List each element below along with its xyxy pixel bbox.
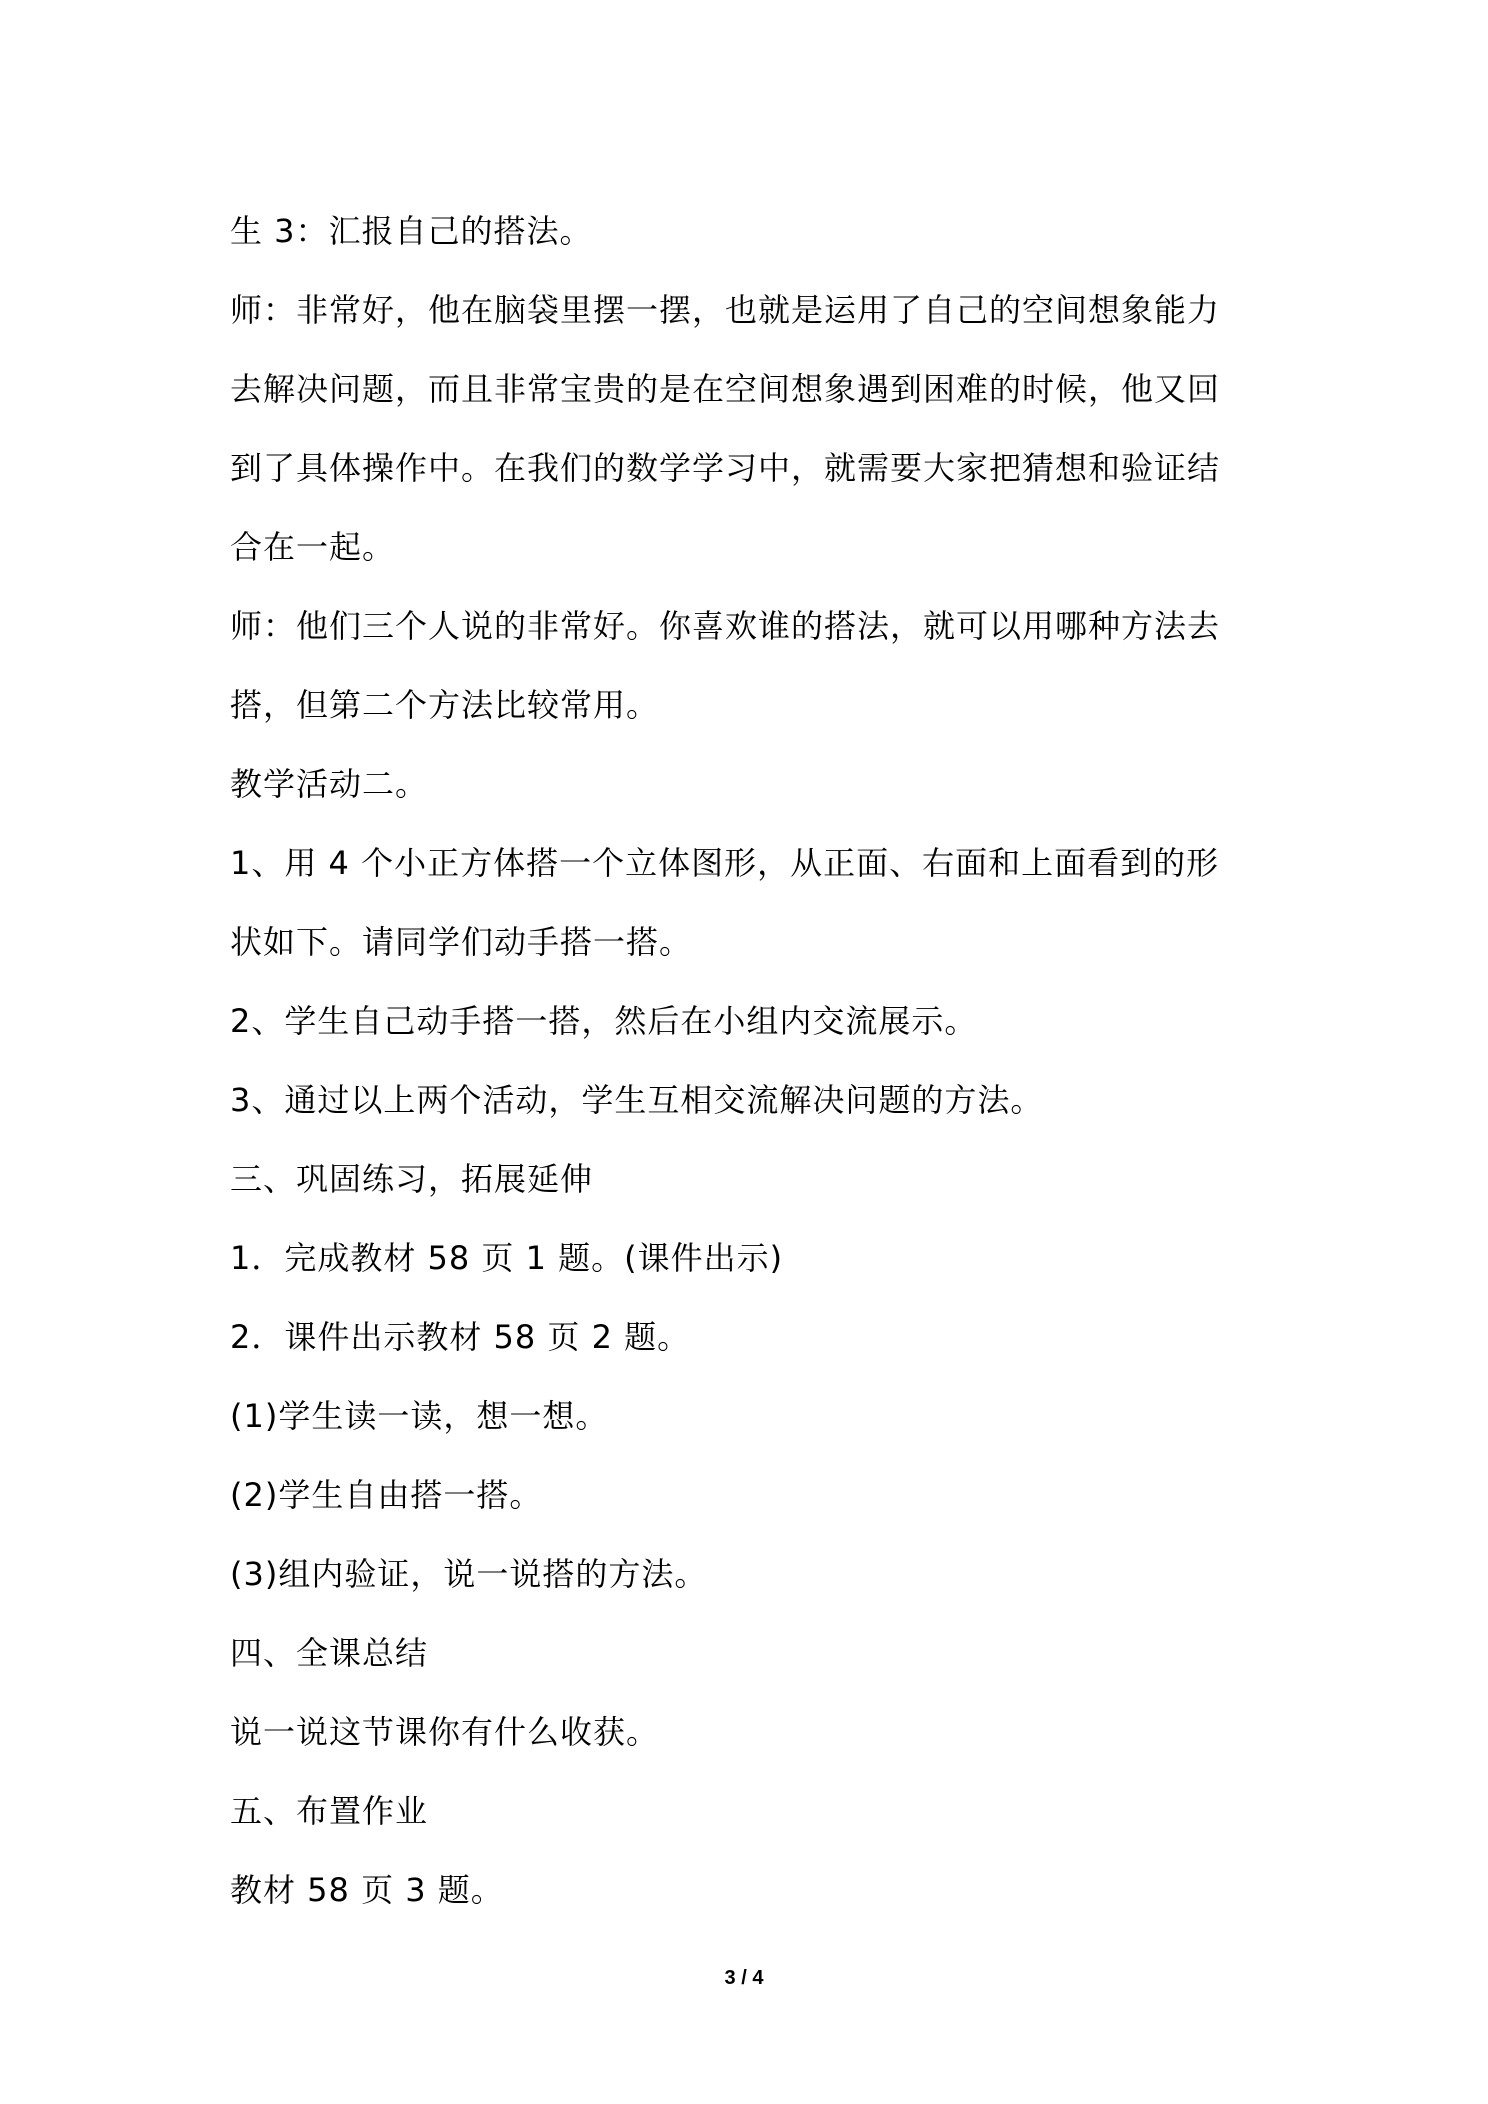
- text-line: 3、通过以上两个活动，学生互相交流解决问题的方法。: [230, 1081, 1044, 1119]
- text-line: 1、用 4 个小正方体搭一个立体图形，从正面、右面和上面看到的形: [230, 844, 1220, 882]
- text-line: 搭，但第二个方法比较常用。: [230, 686, 660, 724]
- text-line: 2．课件出示教材 58 页 2 题。: [230, 1318, 691, 1356]
- text-line: (2)学生自由搭一搭。: [230, 1476, 543, 1514]
- text-line: 状如下。请同学们动手搭一搭。: [230, 923, 693, 961]
- text-line: 师：非常好，他在脑袋里摆一摆，也就是运用了自己的空间想象能力: [230, 291, 1221, 329]
- text-line: 到了具体操作中。在我们的数学学习中，就需要大家把猜想和验证结: [230, 449, 1221, 487]
- text-line: (3)组内验证，说一说搭的方法。: [230, 1555, 708, 1593]
- section-heading: 五、布置作业: [230, 1792, 429, 1830]
- text-line: 1．完成教材 58 页 1 题。(课件出示): [230, 1239, 784, 1277]
- section-heading: 三、巩固练习，拓展延伸: [230, 1160, 594, 1198]
- text-line: 2、学生自己动手搭一搭，然后在小组内交流展示。: [230, 1002, 978, 1040]
- text-line: 合在一起。: [230, 528, 396, 566]
- text-line: 师：他们三个人说的非常好。你喜欢谁的搭法，就可以用哪种方法去: [230, 607, 1221, 645]
- page-number: 3 / 4: [724, 1967, 764, 1989]
- text-line: 去解决问题，而且非常宝贵的是在空间想象遇到困难的时候，他又回: [230, 370, 1221, 408]
- document-body: [230, 192, 1270, 1930]
- text-line: 说一说这节课你有什么收获。: [230, 1713, 660, 1751]
- section-heading: 四、全课总结: [230, 1634, 429, 1672]
- section-heading: 教学活动二。: [230, 765, 429, 803]
- text-line: 生 3：汇报自己的搭法。: [230, 212, 593, 250]
- text-line: 教材 58 页 3 题。: [230, 1871, 504, 1909]
- text-line: (1)学生读一读，想一想。: [230, 1397, 609, 1435]
